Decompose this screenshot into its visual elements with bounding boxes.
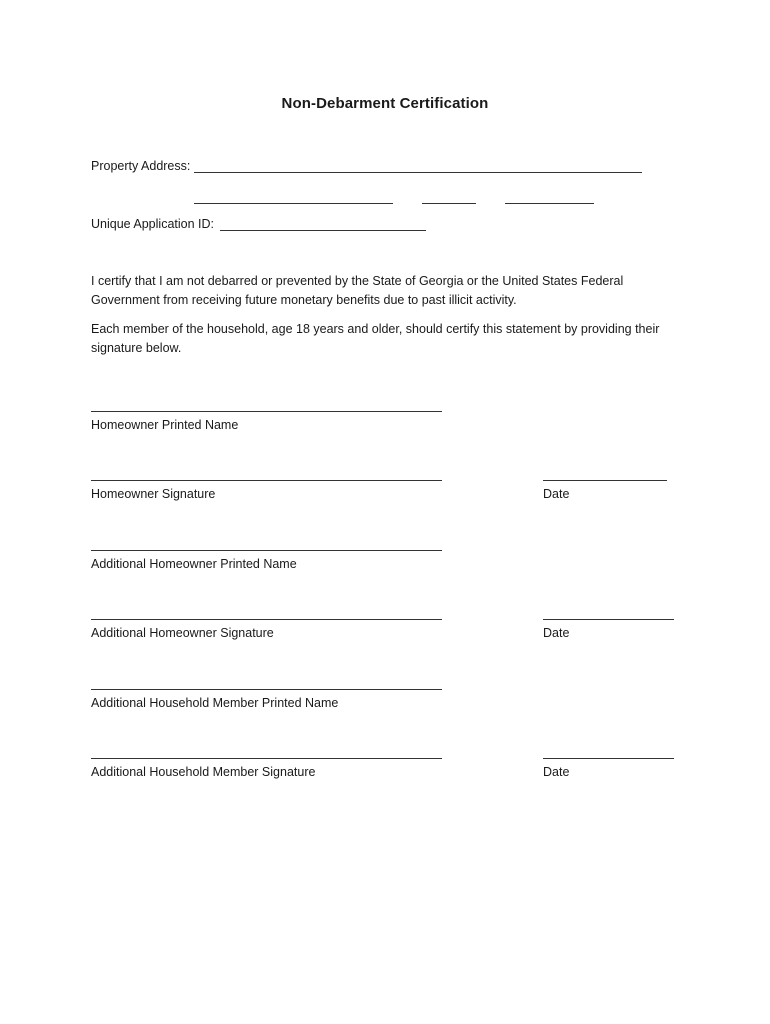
homeowner-printed-name-label: Homeowner Printed Name (91, 418, 239, 432)
additional-household-member-signature-blank[interactable] (91, 758, 442, 759)
property-address-city-blank[interactable] (194, 203, 393, 204)
additional-household-member-date-label: Date (543, 765, 570, 779)
homeowner-date-blank[interactable] (543, 480, 667, 481)
unique-application-id-blank[interactable] (220, 230, 426, 231)
additional-household-member-signature-label: Additional Household Member Signature (91, 765, 316, 779)
homeowner-printed-name-blank[interactable] (91, 411, 442, 412)
homeowner-date-label: Date (543, 487, 570, 501)
unique-application-id-label: Unique Application ID: (91, 217, 214, 231)
property-address-label: Property Address: (91, 159, 191, 173)
property-address-blank-line1[interactable] (194, 172, 642, 173)
additional-household-member-printed-name-blank[interactable] (91, 689, 442, 690)
homeowner-signature-blank[interactable] (91, 480, 442, 481)
certification-statement (91, 272, 691, 310)
additional-homeowner-printed-name-label: Additional Homeowner Printed Name (91, 557, 297, 571)
additional-homeowner-printed-name-blank[interactable] (91, 550, 442, 551)
additional-household-member-printed-name-label: Additional Household Member Printed Name (91, 696, 339, 710)
instruction-paragraph: Each member of the household, age 18 years and older, should certify this statement by providing their signature below. (91, 322, 660, 355)
additional-homeowner-date-label: Date (543, 626, 570, 640)
certification-paragraph: I certify that I am not debarred or prevented by the State of Georgia or the United States Federal Government from receiving future monetary benefits due to past illicit activity. (91, 274, 624, 307)
household-instruction (91, 320, 691, 358)
property-address-state-blank[interactable] (422, 203, 476, 204)
document-title: Non-Debarment Certification (281, 95, 489, 112)
additional-homeowner-signature-blank[interactable] (91, 619, 442, 620)
homeowner-signature-label: Homeowner Signature (91, 487, 216, 501)
additional-household-member-date-blank[interactable] (543, 758, 674, 759)
additional-homeowner-date-blank[interactable] (543, 619, 674, 620)
additional-homeowner-signature-label: Additional Homeowner Signature (91, 626, 274, 640)
property-address-zip-blank[interactable] (505, 203, 594, 204)
